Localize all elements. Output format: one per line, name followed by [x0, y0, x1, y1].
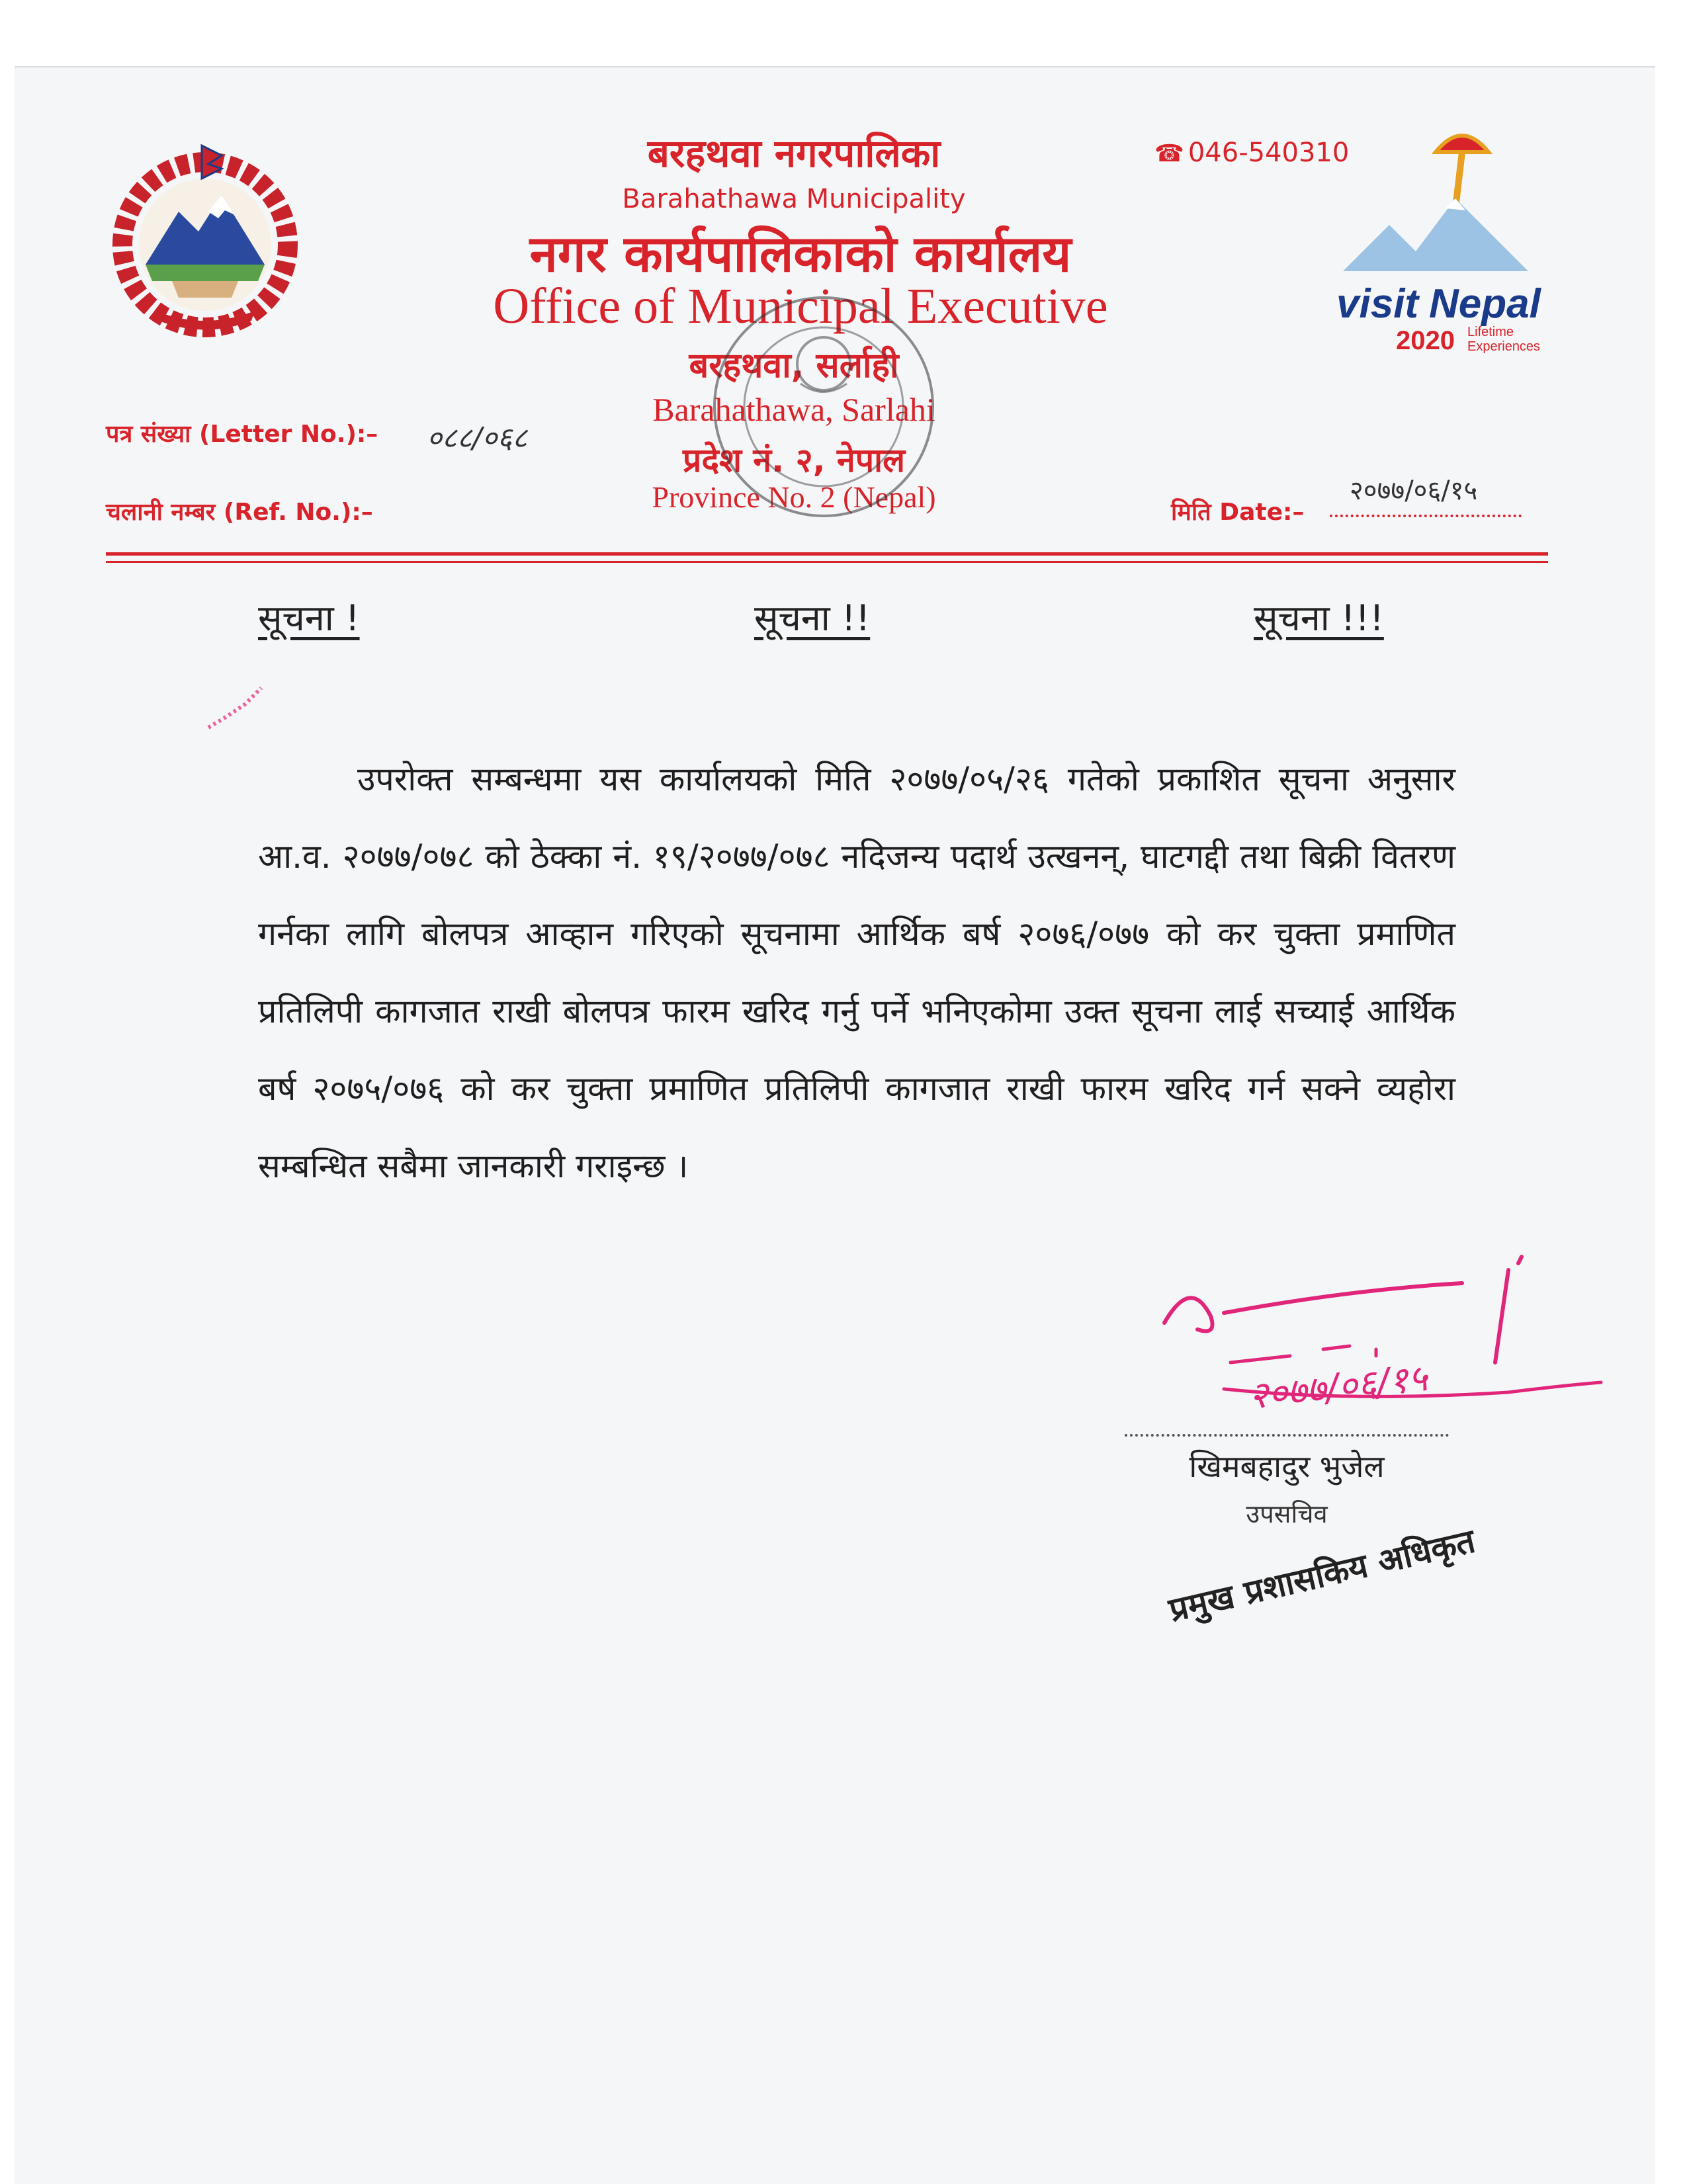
notice-heading-2: सूचना !! — [754, 597, 871, 639]
header-rule-thin — [106, 561, 1548, 563]
notice-heading-3: सूचना !!! — [1254, 597, 1384, 639]
signatory-designation: उपसचिव — [1246, 1499, 1328, 1529]
municipality-name-np: बरहथवा नगरपालिका — [647, 131, 941, 176]
signature-date: २०७७/०६/१५ — [1246, 1356, 1430, 1418]
office-name-en: Office of Municipal Executive — [493, 278, 1108, 334]
nepal-emblem-icon — [93, 132, 318, 344]
notice-paragraph: उपरोक्त सम्बन्धमा यस कार्यालयको मिति २०७७/०५/२६ गतेको प्रकाशित सूचना अनुसार आ.व. २०७७/०७८ को ठेक्का नं. १९/२०७७/०७८ नदिजन्य पदार्थ उत्खनन्, घाटगद्दी तथा बिक्री वितरण गर्नका लागि बोलपत्र आव्हान गरिएको सूचनामा आर्थिक बर्ष २०७६/०७७ को कर चुक्ता प्रमाणित प्रतिलिपी कागजात राखी बोलपत्र फारम खरिद गर्नु पर्ने भनिएकोमा उक्त सूचना लाई सच्याई आर्थिक बर्ष २०७५/०७६ को कर चुक्ता प्रमाणित प्रतिलिपी कागजात राखी फारम खरिद गर्न सक्ने व्यहोरा सम्बन्धित सबैमा जानकारी गराइन्छ । — [258, 760, 1455, 1185]
nepal-text: Nepal — [1429, 281, 1541, 327]
province-en: Province No. 2 (Nepal) — [652, 480, 936, 514]
phone-number: 046-540310 — [1188, 138, 1350, 168]
ref-no-label: चलानी नम्बर (Ref. No.):– — [106, 499, 373, 526]
office-seal-icon — [701, 284, 946, 529]
telephone-icon: ☎ — [1154, 140, 1184, 167]
place-en: Barahathawa, Sarlahi — [652, 391, 935, 428]
official-title-stamp: प्रमुख प्रशासकिय अधिकृत — [1165, 1521, 1479, 1630]
notice-body — [258, 741, 1455, 1205]
date-dotted-line — [1330, 508, 1522, 517]
visit-text: visit — [1336, 281, 1419, 327]
header-rule-thick — [106, 552, 1548, 556]
date-label: मिति Date:– — [1171, 499, 1305, 526]
letter-no-value: ०८८/०६८ — [427, 421, 528, 455]
tagline-2: Experiences — [1467, 339, 1541, 354]
signatory-name: खिमबहादुर भुजेल — [1189, 1449, 1385, 1484]
visit-nepal-logo-icon — [1330, 126, 1568, 370]
date-value: २०७७/०६/१५ — [1350, 476, 1478, 506]
municipality-name-en: Barahathawa Municipality — [622, 184, 966, 214]
letter-no-label: पत्र संख्या (Letter No.):– — [106, 421, 378, 448]
handwritten-signature-icon — [1151, 1250, 1627, 1435]
phone-contact — [1154, 138, 1349, 168]
province-np: प्रदेश नं. २, नेपाल — [683, 441, 905, 480]
tagline-1: Lifetime — [1467, 325, 1514, 339]
notice-heading-1: सूचना ! — [258, 597, 360, 639]
year-text: 2020 — [1396, 326, 1455, 355]
ink-smudge-icon — [198, 668, 278, 747]
office-name-np: नगर कार्यपालिकाको कार्यालय — [529, 224, 1072, 283]
place-np: बरहथवा, सर्लाही — [689, 346, 899, 386]
signature-dotted-line — [1125, 1434, 1449, 1437]
